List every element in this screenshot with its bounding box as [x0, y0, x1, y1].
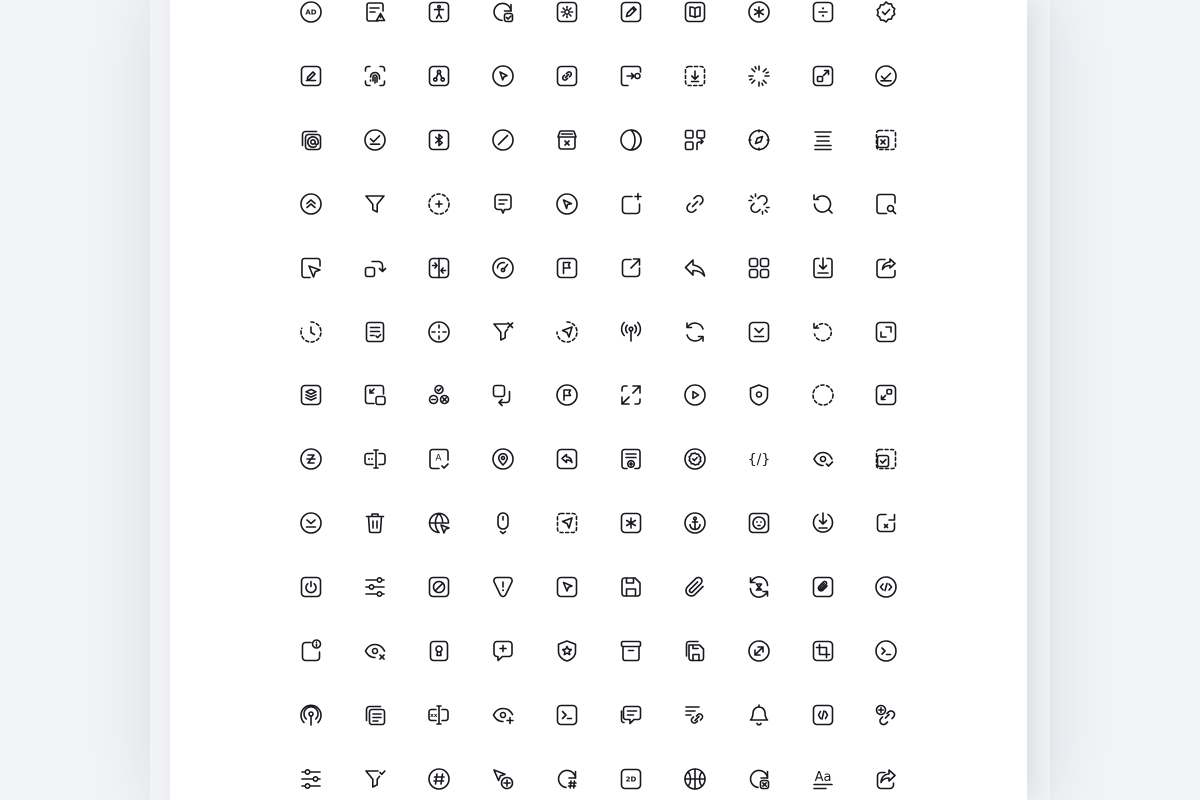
refresh-icon [683, 320, 707, 344]
download-square-icon [747, 320, 771, 344]
check-circle-icon [874, 64, 898, 88]
reply-square-icon [555, 447, 579, 471]
link-square-glyph [555, 64, 579, 88]
filter-x-icon [491, 320, 515, 344]
speedometer-icon [491, 256, 515, 280]
navigation-circle-icon [491, 64, 515, 88]
strikethrough-circle-glyph [299, 447, 323, 471]
book-square-glyph [683, 0, 707, 24]
map-pin-circle-glyph [491, 447, 515, 471]
crosshair-circle-icon [427, 320, 451, 344]
file-plus-icon [619, 447, 643, 471]
trash-icon [363, 511, 387, 535]
archive-icon [619, 639, 643, 663]
basketball-glyph [683, 767, 707, 791]
square-cursor-glyph [299, 256, 323, 280]
stack-square-icon [299, 383, 323, 407]
clock-dashed-glyph [299, 320, 323, 344]
podcast-icon [299, 703, 323, 727]
save-stack-icon [683, 639, 707, 663]
play-navigation-circle-icon [555, 192, 579, 216]
download-dashed-square-icon [683, 64, 707, 88]
qr-scan-glyph [683, 128, 707, 152]
bluetooth-square-glyph [427, 128, 451, 152]
terminal-circle-glyph [874, 639, 898, 663]
list-stack-glyph [363, 703, 387, 727]
link-icon [683, 192, 707, 216]
copy-at-sign-glyph [299, 128, 323, 152]
svg-text:AD: AD [305, 8, 317, 17]
bluetooth-square-icon [427, 128, 451, 152]
power-square-glyph [299, 575, 323, 599]
reply-glyph [683, 256, 707, 280]
text-square-check-glyph [427, 447, 451, 471]
paperclip-square-icon [811, 575, 835, 599]
paperclip-square-glyph [811, 575, 835, 599]
text-align-icon [811, 128, 835, 152]
square-info-corner-icon [299, 639, 323, 663]
plus-dashed-circle-icon [427, 192, 451, 216]
shield-circle-glyph [747, 383, 771, 407]
typography-glyph [811, 767, 835, 791]
archive-glyph [619, 639, 643, 663]
compass-icon [747, 128, 771, 152]
podcast-glyph [299, 703, 323, 727]
text-2d-square-icon [619, 767, 643, 791]
text-cursor-box-icon [427, 703, 451, 727]
asterisk-square-glyph [619, 511, 643, 535]
anchor-circle-glyph [683, 511, 707, 535]
minimize-square-glyph [874, 383, 898, 407]
file-text-check-glyph [363, 320, 387, 344]
file-plus-glyph [619, 447, 643, 471]
eye-x-icon [363, 639, 387, 663]
share-square-icon [874, 256, 898, 280]
anchor-circle-icon [683, 511, 707, 535]
svg-text:A: A [435, 453, 442, 464]
eye-check-icon [811, 447, 835, 471]
square-search-glyph [874, 192, 898, 216]
expand-corners-glyph [874, 320, 898, 344]
refresh-check-glyph [491, 0, 515, 24]
switch-horizontal-glyph [427, 256, 451, 280]
eye-plus-glyph [491, 703, 515, 727]
code-circle-icon [874, 575, 898, 599]
log-in-square-icon [619, 64, 643, 88]
link-square-icon [555, 64, 579, 88]
code-braces-icon [747, 447, 771, 471]
typography-icon [811, 767, 835, 791]
basketball-icon [683, 767, 707, 791]
message-text-glyph [491, 192, 515, 216]
file-warning-icon [363, 0, 387, 24]
archive-x-icon [555, 128, 579, 152]
shield-circle-icon [747, 383, 771, 407]
check-circle-alt-glyph [363, 128, 387, 152]
filter-icon [363, 192, 387, 216]
play-circle-glyph [683, 383, 707, 407]
dashed-square-x-glyph [874, 128, 898, 152]
speedometer-glyph [491, 256, 515, 280]
chevrons-up-circle-glyph [299, 192, 323, 216]
filter-check-icon [363, 767, 387, 791]
message-plus-icon [491, 639, 515, 663]
crop-square-glyph [811, 639, 835, 663]
paperclip-glyph [683, 575, 707, 599]
refresh-x-icon [747, 767, 771, 791]
sliders-icon [363, 575, 387, 599]
expand-square-glyph [811, 64, 835, 88]
shape-redo-icon [363, 256, 387, 280]
terminal-square-icon [555, 703, 579, 727]
text-cursor-input-glyph [363, 447, 387, 471]
expand-circle-icon [747, 639, 771, 663]
message-plus-glyph [491, 639, 515, 663]
hashtag-circle-icon [427, 767, 451, 791]
slash-square-icon [427, 575, 451, 599]
text-align-glyph [811, 128, 835, 152]
asterisk-circle-icon [747, 0, 771, 24]
contrast-circle-icon [619, 128, 643, 152]
text-cursor-input-icon [363, 447, 387, 471]
accessibility-square-icon [427, 0, 451, 24]
download-circle-icon [811, 511, 835, 535]
shape-redo-glyph [363, 256, 387, 280]
link-glyph [683, 192, 707, 216]
check-circle-glyph [874, 64, 898, 88]
badge-check-glyph [874, 0, 898, 24]
rotate-ccw-dashed-icon [811, 320, 835, 344]
refresh-hashtag-icon [555, 767, 579, 791]
mouse-glyph [491, 511, 515, 535]
svg-text:Aa: Aa [814, 770, 832, 785]
refresh-hashtag-glyph [555, 767, 579, 791]
sliders-horizontal-icon [299, 767, 323, 791]
search-refresh-icon [811, 192, 835, 216]
download-tray-glyph [811, 256, 835, 280]
broadcast-glyph [619, 320, 643, 344]
svg-text:2D: 2D [625, 775, 637, 784]
divide-square-glyph [811, 0, 835, 24]
svg-text:{/}: {/} [747, 452, 771, 468]
rotate-ccw-dashed-glyph [811, 320, 835, 344]
copy-at-sign-icon [299, 128, 323, 152]
accessibility-square-glyph [427, 0, 451, 24]
layout-grid-icon [747, 256, 771, 280]
square-cursor-icon [299, 256, 323, 280]
download-tray-icon [811, 256, 835, 280]
square-search-icon [874, 192, 898, 216]
expand-circle-glyph [747, 639, 771, 663]
square-plus-corner-glyph [619, 192, 643, 216]
maximize-glyph [619, 383, 643, 407]
link-broken-glyph [747, 192, 771, 216]
mouse-icon [491, 511, 515, 535]
qr-scan-icon [683, 128, 707, 152]
flag-square-icon [555, 256, 579, 280]
slash-circle-icon [491, 128, 515, 152]
share-square-glyph [874, 256, 898, 280]
edit-square-icon [299, 64, 323, 88]
settings-square-icon [555, 0, 579, 24]
code-square-glyph [811, 703, 835, 727]
cursor-square-icon [555, 575, 579, 599]
fingerprint-scan-icon [363, 64, 387, 88]
socket-square-icon [747, 511, 771, 535]
switch-horizontal-icon [427, 256, 451, 280]
cursor-square-glyph [555, 575, 579, 599]
minimize-square-icon [874, 383, 898, 407]
globe-cursor-icon [427, 511, 451, 535]
flag-circle-glyph [555, 383, 579, 407]
edit-square-glyph [299, 64, 323, 88]
link-broken-icon [747, 192, 771, 216]
download-square-glyph [747, 320, 771, 344]
eye-x-glyph [363, 639, 387, 663]
eye-plus-icon [491, 703, 515, 727]
floppy-disk-icon [619, 575, 643, 599]
share-nodes-square-icon [427, 64, 451, 88]
loader-glyph [747, 64, 771, 88]
file-text-check-icon [363, 320, 387, 344]
play-circle-icon [683, 383, 707, 407]
divide-square-icon [811, 0, 835, 24]
badge-check-circle-glyph [683, 447, 707, 471]
settings-square-glyph [555, 0, 579, 24]
pencil-square-glyph [619, 0, 643, 24]
terminal-square-glyph [555, 703, 579, 727]
asterisk-square-icon [619, 511, 643, 535]
filter-glyph [363, 192, 387, 216]
sliders-horizontal-glyph [299, 767, 323, 791]
flag-circle-icon [555, 383, 579, 407]
shield-star-icon [555, 639, 579, 663]
file-warning-glyph [363, 0, 387, 24]
save-stack-glyph [683, 639, 707, 663]
stack-square-glyph [299, 383, 323, 407]
chevrons-down-circle-glyph [299, 511, 323, 535]
globe-cursor-glyph [427, 511, 451, 535]
navigation-dashed-square-icon [555, 511, 579, 535]
slash-square-glyph [427, 575, 451, 599]
square-x-corner-glyph [874, 511, 898, 535]
lock-keyhole-square-icon [427, 639, 451, 663]
eye-check-glyph [811, 447, 835, 471]
refresh-alarm-icon [747, 575, 771, 599]
messages-icon [619, 703, 643, 727]
corner-arrow-icon [491, 383, 515, 407]
dashed-square-x-icon [874, 128, 898, 152]
corner-arrow-glyph [491, 383, 515, 407]
svg-text:xx: xx [430, 713, 438, 720]
refresh-check-icon [491, 0, 515, 24]
picture-in-picture-in-glyph [363, 383, 387, 407]
trash-glyph [363, 511, 387, 535]
filter-x-glyph [491, 320, 515, 344]
badge-check-circle-icon [683, 447, 707, 471]
text-square-check-icon [427, 447, 451, 471]
share-nodes-square-glyph [427, 64, 451, 88]
refresh-x-glyph [747, 767, 771, 791]
search-refresh-glyph [811, 192, 835, 216]
paperclip-icon [683, 575, 707, 599]
circles-check-x-glyph [427, 383, 451, 407]
broadcast-icon [619, 320, 643, 344]
ad-circle-icon [299, 0, 323, 24]
dashed-square-check-icon [874, 447, 898, 471]
maximize-icon [619, 383, 643, 407]
asterisk-circle-glyph [747, 0, 771, 24]
strikethrough-circle-icon [299, 447, 323, 471]
crop-square-icon [811, 639, 835, 663]
cursor-plus-icon [491, 767, 515, 791]
loader-icon [747, 64, 771, 88]
reply-icon [683, 256, 707, 280]
share-forward-glyph [874, 767, 898, 791]
list-stack-icon [363, 703, 387, 727]
chevrons-down-circle-icon [299, 511, 323, 535]
download-dashed-square-glyph [683, 64, 707, 88]
circle-dashed-icon [811, 383, 835, 407]
plus-dashed-circle-glyph [427, 192, 451, 216]
book-square-icon [683, 0, 707, 24]
shield-star-glyph [555, 639, 579, 663]
external-link-glyph [619, 256, 643, 280]
square-info-corner-glyph [299, 639, 323, 663]
reply-square-glyph [555, 447, 579, 471]
contrast-circle-glyph [619, 128, 643, 152]
navigation-dashed-icon [555, 320, 579, 344]
download-circle-glyph [811, 511, 835, 535]
alert-triangle-round-glyph [491, 575, 515, 599]
fingerprint-scan-glyph [363, 64, 387, 88]
socket-square-glyph [747, 511, 771, 535]
link-plus-icon [874, 703, 898, 727]
text-cursor-box-glyph [427, 703, 451, 727]
message-text-icon [491, 192, 515, 216]
compass-glyph [747, 128, 771, 152]
map-pin-circle-icon [491, 447, 515, 471]
dashed-square-check-glyph [874, 447, 898, 471]
code-circle-glyph [874, 575, 898, 599]
link-text-icon [683, 703, 707, 727]
link-plus-glyph [874, 703, 898, 727]
picture-in-picture-in-icon [363, 383, 387, 407]
circle-dashed-glyph [811, 383, 835, 407]
external-link-icon [619, 256, 643, 280]
navigation-dashed-square-glyph [555, 511, 579, 535]
flag-square-glyph [555, 256, 579, 280]
refresh-glyph [683, 320, 707, 344]
bell-icon [747, 703, 771, 727]
navigation-dashed-glyph [555, 320, 579, 344]
share-forward-icon [874, 767, 898, 791]
crosshair-circle-glyph [427, 320, 451, 344]
lock-keyhole-square-glyph [427, 639, 451, 663]
text-2d-square-glyph [619, 767, 643, 791]
log-in-square-glyph [619, 64, 643, 88]
square-x-corner-icon [874, 511, 898, 535]
terminal-circle-icon [874, 639, 898, 663]
sliders-glyph [363, 575, 387, 599]
messages-glyph [619, 703, 643, 727]
cursor-plus-glyph [491, 767, 515, 791]
chevrons-up-circle-icon [299, 192, 323, 216]
badge-check-icon [874, 0, 898, 24]
hashtag-circle-glyph [427, 767, 451, 791]
bell-glyph [747, 703, 771, 727]
square-plus-corner-icon [619, 192, 643, 216]
clock-dashed-icon [299, 320, 323, 344]
refresh-alarm-glyph [747, 575, 771, 599]
slash-circle-glyph [491, 128, 515, 152]
check-circle-alt-icon [363, 128, 387, 152]
alert-triangle-round-icon [491, 575, 515, 599]
floppy-disk-glyph [619, 575, 643, 599]
filter-check-glyph [363, 767, 387, 791]
circles-check-x-icon [427, 383, 451, 407]
layout-grid-glyph [747, 256, 771, 280]
ad-circle-glyph [299, 0, 323, 24]
expand-square-icon [811, 64, 835, 88]
expand-corners-icon [874, 320, 898, 344]
pencil-square-icon [619, 0, 643, 24]
power-square-icon [299, 575, 323, 599]
play-navigation-circle-glyph [555, 192, 579, 216]
code-braces-glyph [747, 447, 771, 471]
icon-grid [170, 0, 1027, 800]
link-text-glyph [683, 703, 707, 727]
archive-x-glyph [555, 128, 579, 152]
code-square-icon [811, 703, 835, 727]
navigation-circle-glyph [491, 64, 515, 88]
icon-sheet [170, 0, 1027, 800]
